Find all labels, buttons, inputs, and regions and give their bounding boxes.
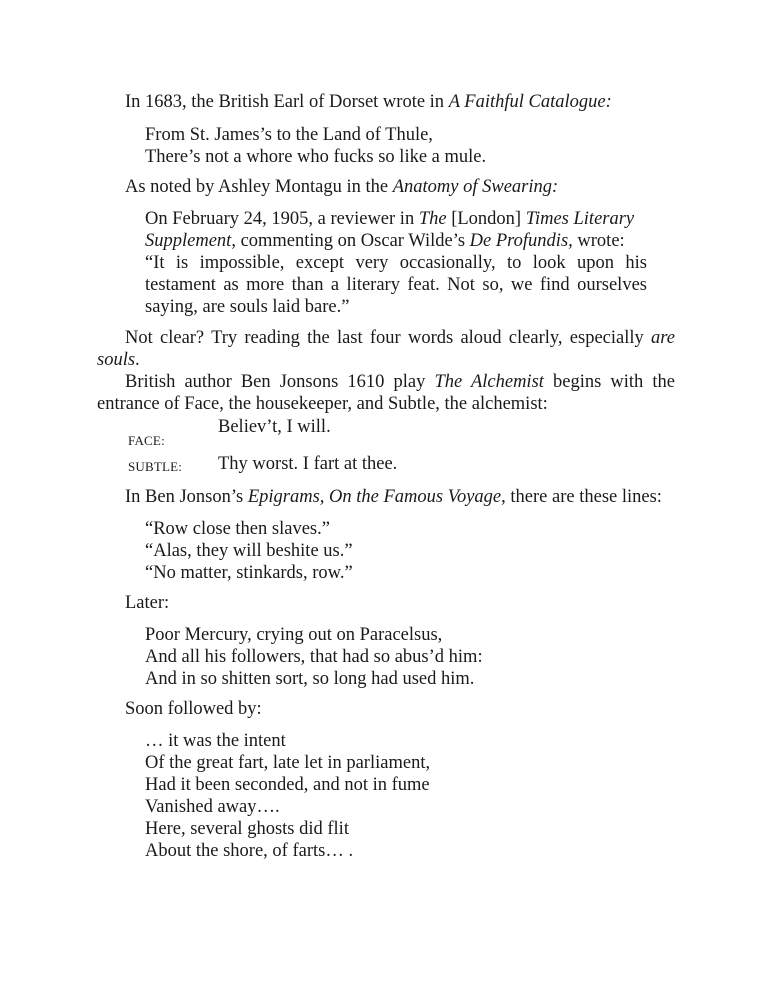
verse-line: Of the great fart, late let in parliament, <box>145 753 431 773</box>
book-title: De Profundis <box>469 231 569 251</box>
verse-line: “Alas, they will beshite us.” <box>145 541 353 561</box>
paragraph-text: , there are these lines: <box>501 487 662 507</box>
paragraph-text: In 1683, the British Earl of Dorset wrote in <box>125 92 449 112</box>
quote-line: saying, are souls laid bare.” <box>145 297 350 317</box>
quote-text: , wrote: <box>568 231 625 251</box>
verse-line: And in so shitten sort, so long had used him. <box>145 669 475 689</box>
verse-line: Here, several ghosts did flit <box>145 819 349 839</box>
paragraph-not-clear-cont <box>97 349 140 371</box>
quote-line: “It is impossible, except very occasionally, to look upon his <box>145 253 647 273</box>
paragraph-alchemist <box>125 371 675 393</box>
verse-line: Poor Mercury, crying out on Paracelsus, <box>145 625 443 645</box>
paragraph-not-clear <box>125 327 675 349</box>
quote-line <box>145 230 625 252</box>
quote-line: testament as more than a literary feat. Not so, we find ourselves <box>145 275 647 295</box>
paragraph-text: begins with the <box>543 372 675 392</box>
dialogue-line: Thy worst. I fart at thee. <box>218 454 398 474</box>
paragraph-epigrams <box>125 486 662 508</box>
emphasis: souls <box>97 350 136 370</box>
book-title: Epigrams, On the Famous Voyage <box>247 487 502 507</box>
paragraph-text: As noted by Ashley Montagu in the <box>125 177 393 197</box>
verse-line: From St. James’s to the Land of Thule, <box>145 125 433 145</box>
paragraph-text: Not clear? Try reading the last four words aloud clearly, especially <box>125 328 652 348</box>
paragraph-later: Later: <box>125 593 170 613</box>
quote-text: [London] <box>446 209 526 229</box>
dialogue-line: Believ’t, I will. <box>218 417 331 437</box>
play-title: The Alchemist <box>434 372 544 392</box>
verse-line: And all his followers, that had so abus’d him: <box>145 647 483 667</box>
speaker-subtle: SUBTLE: <box>128 459 183 474</box>
publication-title: Times Literary <box>525 209 635 229</box>
book-title: Anatomy of Swearing: <box>392 177 559 197</box>
quote-line <box>145 208 634 230</box>
book-title: A Faithful Catalogue: <box>448 92 612 112</box>
quote-text: , commenting on Oscar Wilde’s <box>231 231 470 251</box>
paragraph-text: British author Ben Jonsons 1610 play <box>125 372 435 392</box>
paragraph-soon-followed: Soon followed by: <box>125 699 262 719</box>
verse-line: “Row close then slaves.” <box>145 519 330 539</box>
quote-text: On February 24, 1905, a reviewer in <box>145 209 419 229</box>
verse-line: Vanished away…. <box>145 797 280 817</box>
verse-line: About the shore, of farts… . <box>145 841 354 861</box>
emphasis: are <box>651 328 675 348</box>
verse-line: There’s not a whore who fucks so like a mule. <box>145 147 487 167</box>
speaker-face: FACE: <box>128 433 165 448</box>
paragraph-text: . <box>135 350 140 370</box>
paragraph-alchemist-cont: entrance of Face, the housekeeper, and Subtle, the alchemist: <box>97 394 548 414</box>
verse-line: … it was the intent <box>145 731 286 751</box>
paragraph-text: In Ben Jonson’s <box>125 487 248 507</box>
publication-title: Supplement <box>145 231 232 251</box>
paragraph-dorset <box>125 91 612 113</box>
publication-title: The <box>418 209 447 229</box>
verse-line: Had it been seconded, and not in fume <box>145 775 430 795</box>
verse-line: “No matter, stinkards, row.” <box>145 563 353 583</box>
paragraph-montagu <box>125 176 558 198</box>
